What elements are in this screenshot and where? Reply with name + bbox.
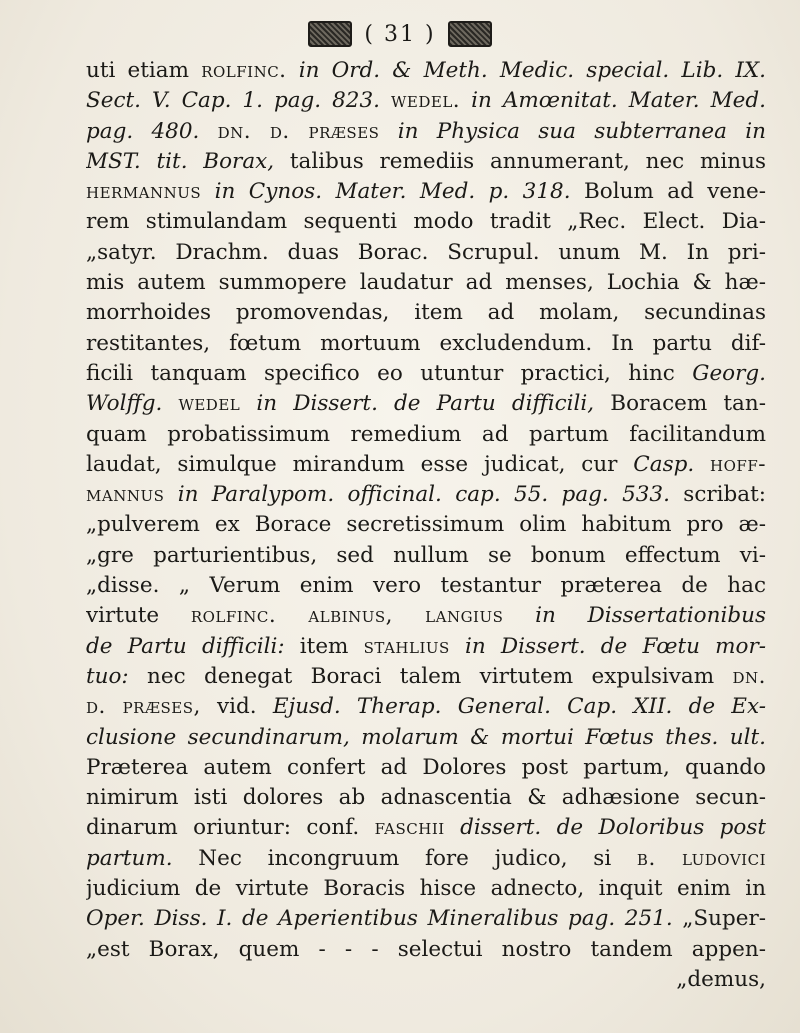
text-segment: Ejusd. Therap. General. Cap. XII. de Ex- — [272, 694, 766, 720]
text-line — [86, 207, 766, 237]
text-segment: in Dissertationibus — [535, 603, 766, 629]
text-segment: Boracem tan- — [594, 391, 766, 417]
text-segment: b. ludovici — [636, 845, 766, 871]
text-segment: laudat, simulque mirandum esse judicat, cur — [86, 451, 634, 477]
text-line — [86, 783, 766, 813]
text-segment: Casp. — [633, 451, 695, 477]
text-segment: stahlius — [363, 633, 450, 659]
text-segment: Præterea autem confert ad Dolores post partum, quando — [86, 754, 766, 780]
text-segment: nec denegat Boraci talem virtutem expulsivam — [128, 663, 733, 689]
text-line — [86, 723, 766, 753]
text-segment: „pulverem ex Borace secretissimum olim habitum pro æ- — [86, 512, 766, 538]
text-segment: in Amœnitat. Mater. Med. — [471, 88, 766, 114]
text-segment: uti etiam — [86, 58, 202, 83]
text-segment: judicium de virtute Boracis hisce adnecto, inquit enim in — [86, 876, 766, 902]
text-segment — [240, 391, 256, 416]
text-line — [86, 935, 766, 965]
text-segment: rolfinc. — [201, 58, 287, 83]
text-segment: Bolum ad vene- — [570, 179, 766, 205]
text-segment: faschii — [374, 815, 445, 841]
ornament-right-icon — [448, 21, 492, 47]
text-line — [86, 571, 766, 601]
text-line — [86, 662, 766, 692]
text-segment — [460, 88, 471, 113]
text-segment: clusione secundinarum, molarum & mortui Fœtus thes. ult. — [86, 724, 766, 750]
text-segment: scribat: — [669, 482, 766, 508]
text-line — [86, 844, 766, 874]
text-line — [86, 359, 766, 389]
text-segment: in Cynos. Mater. Med. p. 318. — [214, 179, 571, 205]
text-line — [86, 813, 766, 843]
text-segment: virtute — [86, 603, 191, 629]
text-segment: mannus — [86, 482, 165, 508]
text-segment: in Ord. & Meth. Medic. special. Lib. IX. — [286, 58, 766, 83]
text-segment — [162, 391, 178, 416]
text-segment: restitantes, fœtum mortuum excludendum. In partu dif- — [86, 330, 766, 356]
text-line — [86, 117, 766, 147]
text-segment: item — [284, 633, 364, 659]
text-line — [86, 298, 766, 328]
page-header — [0, 14, 800, 54]
page-number: ( 31 ) — [364, 21, 436, 47]
text-segment: in Physica sua subterranea in — [397, 118, 766, 144]
text-line — [86, 147, 766, 177]
text-line — [86, 177, 766, 207]
text-segment: rolfinc. albinus, langius — [190, 603, 504, 629]
text-line — [86, 238, 766, 268]
text-segment — [201, 179, 214, 204]
text-segment: partum. — [86, 845, 173, 871]
text-segment — [164, 482, 177, 507]
text-line — [86, 632, 766, 662]
text-segment: wedel. — [391, 88, 461, 114]
text-line — [86, 480, 766, 510]
text-line — [86, 268, 766, 298]
text-line — [86, 56, 766, 86]
text-segment — [380, 88, 391, 113]
text-line — [86, 389, 766, 419]
text-segment: de Partu difficili: — [86, 633, 285, 659]
text-line — [86, 904, 766, 934]
ornament-left-icon — [308, 21, 352, 47]
text-segment: Nec incongruum fore judico, si — [172, 845, 637, 871]
text-segment — [450, 634, 465, 659]
text-segment: in Paralypom. officinal. cap. 55. pag. 533. — [177, 482, 670, 508]
text-segment: pag. 480. — [86, 118, 200, 144]
text-segment: dissert. de Doloribus post — [460, 815, 766, 841]
text-segment: wedel — [178, 391, 241, 417]
text-segment: Georg. — [692, 360, 766, 386]
text-segment: „satyr. Drachm. duas Borac. Scrupul. unum M. In pri- — [86, 239, 766, 265]
text-line — [86, 753, 766, 783]
text-line — [86, 692, 766, 722]
text-segment: „demus, — [676, 966, 766, 992]
text-segment: in Dissert. de Fœtu mor- — [465, 633, 766, 659]
text-segment: Sect. V. Cap. 1. pag. 823. — [86, 88, 380, 114]
text-segment: d. præses, — [86, 694, 201, 720]
text-segment — [503, 603, 535, 628]
body-text — [86, 56, 766, 995]
text-segment — [199, 119, 217, 144]
text-segment: in Dissert. de Partu difficili, — [256, 391, 595, 417]
text-segment: MST. tit. Borax, — [86, 148, 275, 174]
text-segment: dinarum oriuntur: conf. — [86, 815, 375, 841]
text-segment: Wolffg. — [86, 391, 163, 417]
text-segment: hoff- — [710, 451, 766, 477]
text-segment — [379, 119, 397, 144]
text-line — [86, 86, 766, 116]
text-line — [86, 510, 766, 540]
text-line — [86, 541, 766, 571]
text-segment: dn. — [732, 663, 766, 689]
text-segment: hermannus — [86, 179, 202, 205]
text-segment — [694, 452, 710, 477]
text-segment: vid. — [200, 694, 273, 720]
text-segment: „est Borax, quem - - - selectui nostro tandem appen- — [86, 936, 766, 962]
text-line — [86, 601, 766, 631]
text-segment: „disse. „ Verum enim vero testantur præterea de hac — [86, 573, 766, 599]
text-segment: „gre parturientibus, sed nullum se bonum effectum vi- — [86, 542, 766, 568]
text-segment: talibus remediis annumerant, nec minus — [274, 148, 766, 174]
text-segment: Oper. Diss. I. de Aperientibus Mineralibus pag. 251. — [86, 906, 673, 932]
text-segment: „Super- — [672, 906, 766, 932]
text-segment: tuo: — [86, 663, 129, 689]
text-line — [86, 450, 766, 480]
text-segment: mis autem summopere laudatur ad menses, Lochia & hæ- — [86, 270, 766, 296]
text-segment: ficili tanquam specifico eo utuntur practici, hinc — [86, 360, 693, 386]
text-segment: dn. d. præses — [217, 118, 380, 144]
text-line — [86, 874, 766, 904]
text-line — [86, 329, 766, 359]
text-line — [86, 420, 766, 450]
text-segment: nimirum isti dolores ab adnascentia & adhæsione secun- — [86, 785, 766, 811]
text-segment: morrhoides promovendas, item ad molam, secundinas — [86, 300, 766, 326]
text-segment: rem stimulandam sequenti modo tradit „Rec. Elect. Dia- — [86, 209, 766, 235]
text-segment — [445, 815, 460, 840]
text-segment: quam probatissimum remedium ad partum facilitandum — [86, 421, 766, 447]
text-line — [86, 965, 766, 995]
